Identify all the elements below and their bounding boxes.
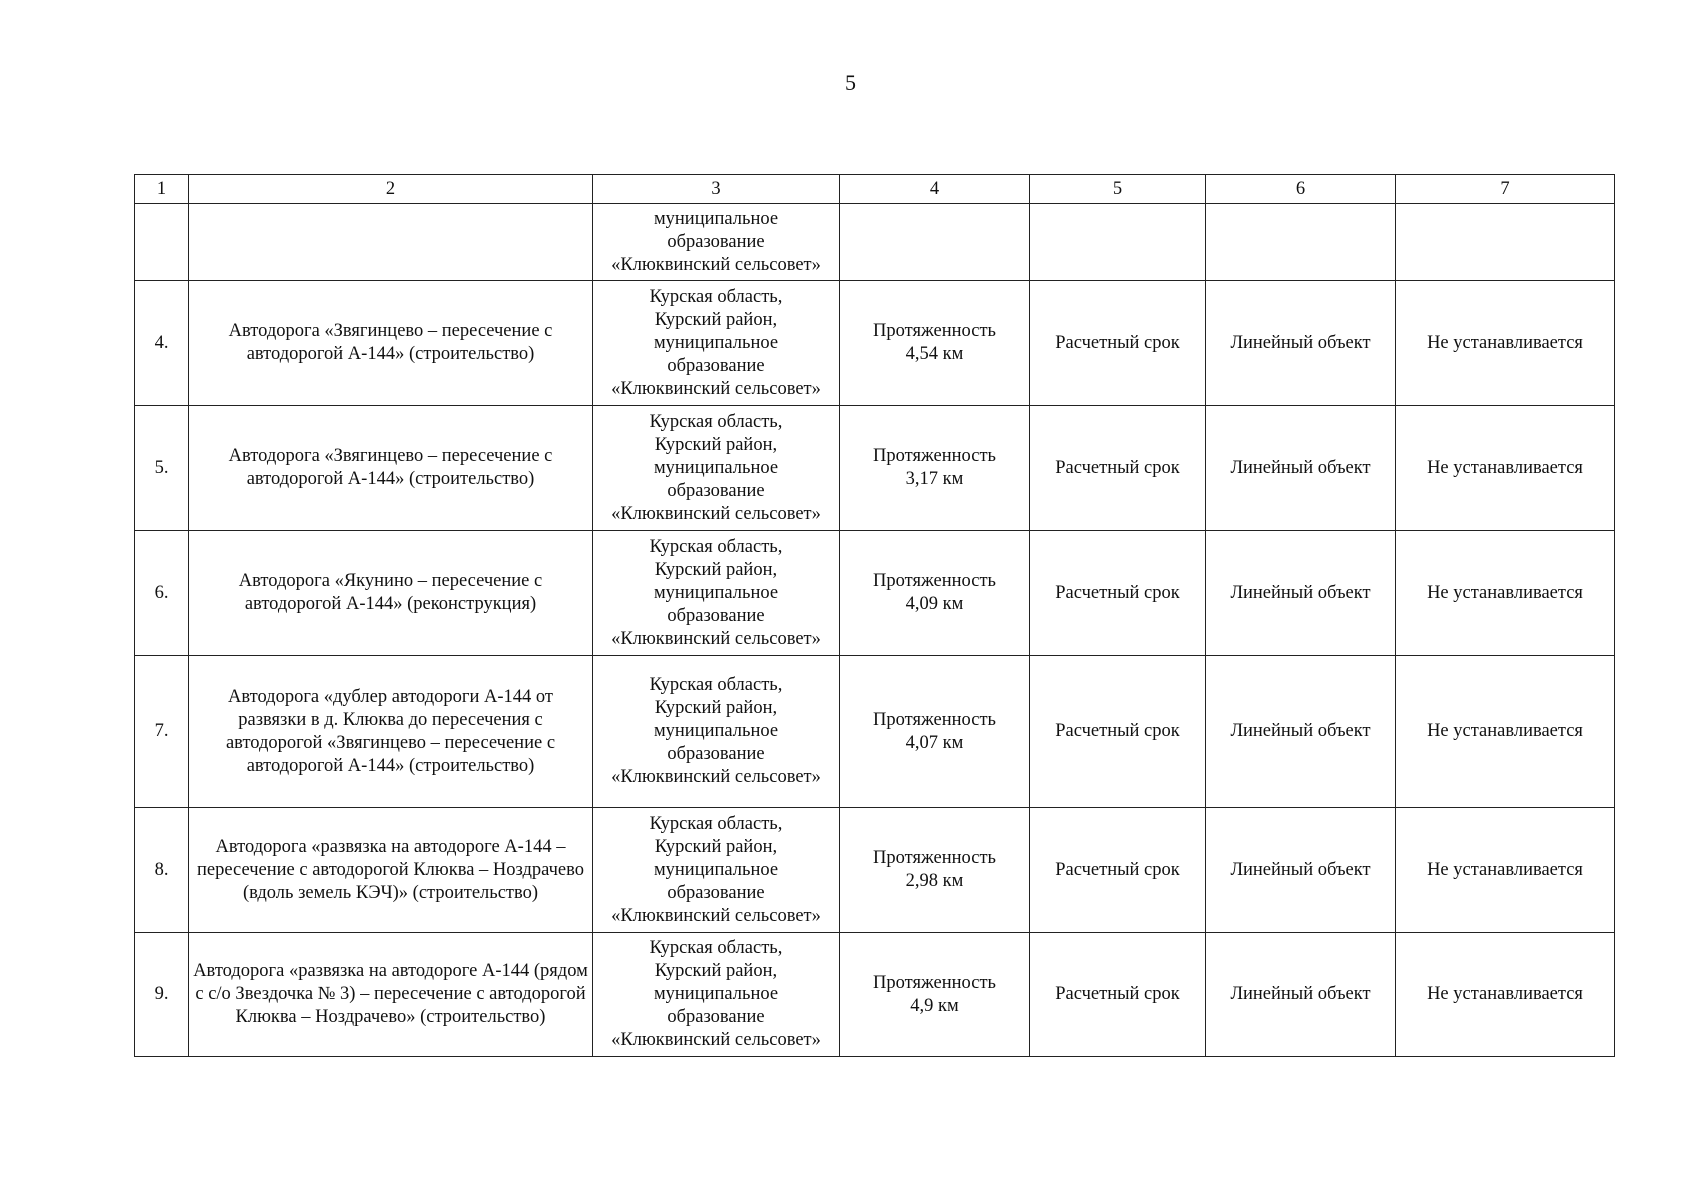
object-type-cell: Линейный объект (1206, 933, 1396, 1057)
object-type-cell: Линейный объект (1206, 406, 1396, 531)
location-line: муниципальное (653, 859, 779, 880)
location-line: образование (667, 882, 765, 903)
object-type-cell (1206, 204, 1396, 281)
row-number-cell: 9. (135, 933, 189, 1057)
location-line: Курская область, (649, 813, 783, 834)
table-row (135, 933, 1615, 1057)
location-line: Курская область, (649, 675, 783, 695)
location-line: Курский район, (654, 698, 778, 718)
location-line: муниципальное (653, 208, 779, 229)
location-line: Курский район, (654, 309, 778, 330)
row-number-cell: 7. (135, 656, 189, 808)
object-type-cell: Линейный объект (1206, 281, 1396, 406)
object-type-cell: Линейный объект (1206, 656, 1396, 808)
characteristics-label: Протяженность (873, 321, 996, 341)
location-line: муниципальное (653, 457, 779, 478)
column-number: 5 (1030, 175, 1206, 204)
column-number: 7 (1396, 175, 1615, 204)
characteristics-label: Протяженность (873, 446, 996, 466)
location-line: Курская область, (649, 938, 783, 958)
location-line: муниципальное (653, 984, 779, 1004)
column-number: 1 (135, 175, 189, 204)
location-line: образование (667, 355, 765, 376)
column-number: 4 (840, 175, 1030, 204)
location-line: «Клюквинский сельсовет» (611, 254, 821, 275)
characteristics-cell (840, 531, 1030, 656)
row-number-cell: 5. (135, 406, 189, 531)
table-row (135, 656, 1615, 808)
term-cell: Расчетный срок (1030, 808, 1206, 933)
characteristics-cell (840, 204, 1030, 281)
zone-cell: Не устанавливается (1396, 808, 1615, 933)
location-cell (593, 656, 840, 808)
column-number: 3 (593, 175, 840, 204)
characteristics-value: 4,07 км (905, 732, 964, 753)
table-row (135, 531, 1615, 656)
location-line: муниципальное (653, 332, 779, 353)
location-line: образование (667, 1007, 765, 1027)
characteristics-cell (840, 933, 1030, 1057)
location-line: «Клюквинский сельсовет» (611, 767, 821, 787)
zone-cell: Не устанавливается (1396, 281, 1615, 406)
table-row (135, 406, 1615, 531)
row-number-cell: 6. (135, 531, 189, 656)
characteristics-label: Протяженность (873, 848, 996, 868)
characteristics-label: Протяженность (873, 972, 996, 993)
term-cell: Расчетный срок (1030, 406, 1206, 531)
location-line: «Клюквинский сельсовет» (611, 905, 821, 926)
term-cell (1030, 204, 1206, 281)
location-line: «Клюквинский сельсовет» (611, 1030, 821, 1050)
characteristics-cell (840, 656, 1030, 808)
zone-cell: Не устанавливается (1396, 406, 1615, 531)
characteristics-label: Протяженность (873, 571, 996, 591)
location-cell (593, 281, 840, 406)
zone-cell (1396, 204, 1615, 281)
objects-table (134, 174, 1615, 1057)
object-type-cell: Линейный объект (1206, 808, 1396, 933)
table-row (135, 808, 1615, 933)
location-cell (593, 933, 840, 1057)
object-name-cell: Автодорога «Звягинцево – пересечение с автодорогой А-144» (строительство) (189, 406, 593, 531)
characteristics-value: 3,17 км (905, 469, 964, 489)
zone-cell: Не устанавливается (1396, 531, 1615, 656)
location-line: муниципальное (653, 721, 779, 741)
characteristics-label: Протяженность (873, 709, 996, 730)
table-row (135, 281, 1615, 406)
characteristics-value: 4,09 км (905, 594, 964, 614)
location-line: «Клюквинский сельсовет» (611, 503, 821, 524)
location-line: образование (667, 605, 765, 626)
term-cell: Расчетный срок (1030, 933, 1206, 1057)
location-line: образование (667, 231, 765, 252)
row-number-cell (135, 204, 189, 281)
location-line: Курский район, (654, 961, 778, 981)
characteristics-value: 4,54 км (905, 344, 964, 364)
location-line: образование (667, 480, 765, 501)
characteristics-value: 4,9 км (910, 995, 959, 1016)
characteristics-cell (840, 406, 1030, 531)
characteristics-cell (840, 808, 1030, 933)
term-cell: Расчетный срок (1030, 656, 1206, 808)
location-cell (593, 808, 840, 933)
location-line: «Клюквинский сельсовет» (611, 378, 821, 399)
column-number-row (135, 175, 1615, 204)
zone-cell: Не устанавливается (1396, 933, 1615, 1057)
object-name-cell: Автодорога «дублер автодороги А-144 от развязки в д. Клюква до пересечения с автодорогой «Звягинцево – пересечение с автодорогой А-144» (строительство) (189, 656, 593, 808)
location-line: Курский район, (654, 559, 778, 580)
characteristics-cell (840, 281, 1030, 406)
location-line: муниципальное (653, 582, 779, 603)
location-line: Курская область, (649, 286, 783, 307)
page-number: 5 (845, 70, 856, 95)
location-cell (593, 406, 840, 531)
location-line: «Клюквинский сельсовет» (611, 628, 821, 649)
object-name-cell: Автодорога «развязка на автодороге А-144 (рядом с с/о Звездочка № 3) – пересечение с автодорогой Клюква – Ноздрачево» (строительство) (189, 933, 593, 1057)
continuation-row (135, 204, 1615, 281)
object-type-cell: Линейный объект (1206, 531, 1396, 656)
location-line: Курский район, (654, 836, 778, 857)
location-line: образование (667, 744, 765, 764)
object-name-cell: Автодорога «развязка на автодороге А-144 – пересечение с автодорогой Клюква – Ноздрачево (вдоль земель КЭЧ)» (строительство) (189, 808, 593, 933)
object-name-cell (189, 204, 593, 281)
column-number: 2 (189, 175, 593, 204)
location-cell (593, 204, 840, 281)
location-cell (593, 531, 840, 656)
location-line: Курская область, (649, 411, 783, 432)
column-number: 6 (1206, 175, 1396, 204)
object-name-cell: Автодорога «Звягинцево – пересечение с автодорогой А-144» (строительство) (189, 281, 593, 406)
object-name-cell: Автодорога «Якунино – пересечение с автодорогой А-144» (реконструкция) (189, 531, 593, 656)
location-line: Курский район, (654, 434, 778, 455)
row-number-cell: 8. (135, 808, 189, 933)
zone-cell: Не устанавливается (1396, 656, 1615, 808)
row-number-cell: 4. (135, 281, 189, 406)
characteristics-value: 2,98 км (905, 871, 964, 891)
term-cell: Расчетный срок (1030, 281, 1206, 406)
location-line: Курская область, (649, 536, 783, 557)
term-cell: Расчетный срок (1030, 531, 1206, 656)
